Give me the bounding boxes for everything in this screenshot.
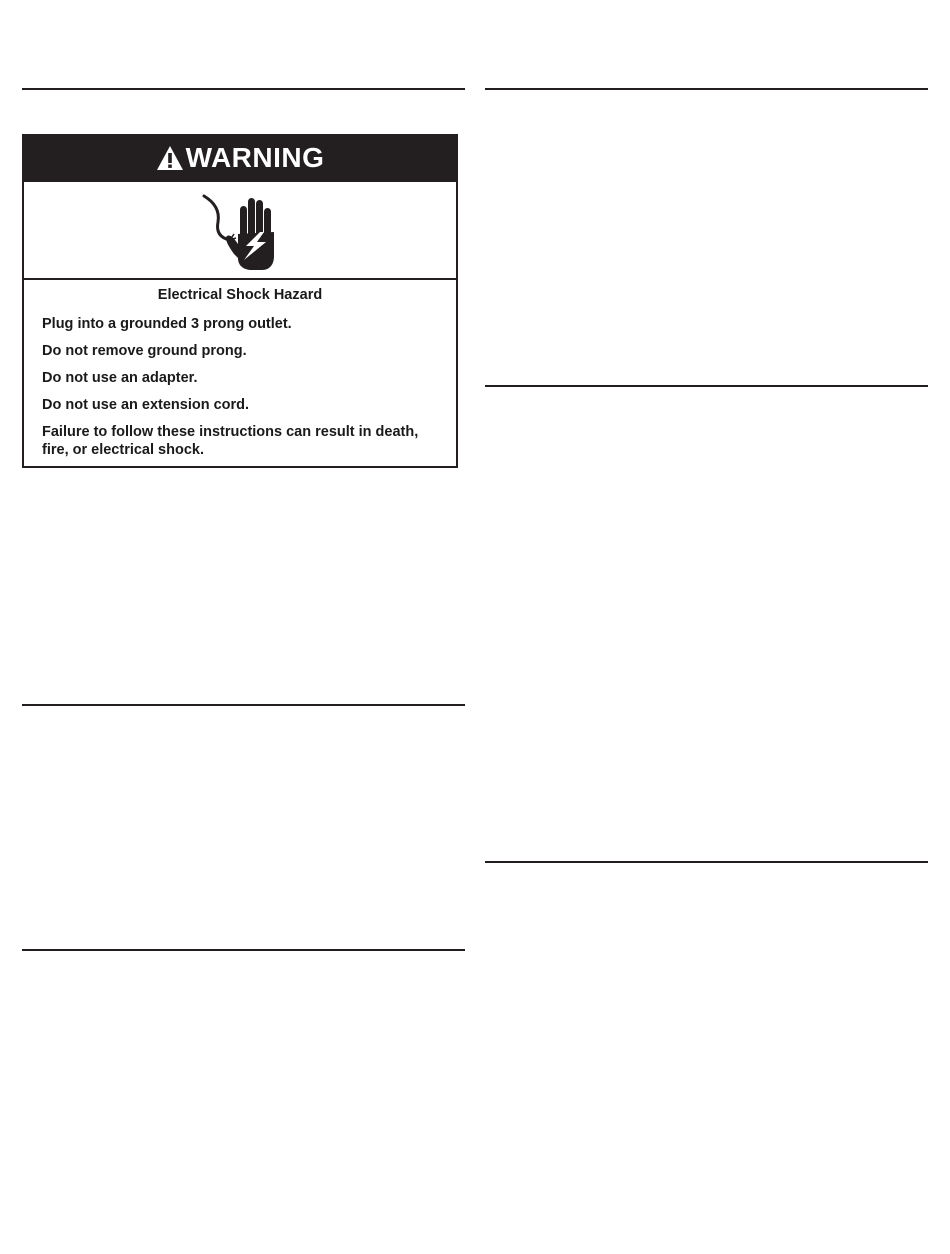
instruction-ground-prong: Do not remove ground prong. [42,343,247,359]
instruction-no-adapter: Do not use an adapter. [42,370,198,386]
hazard-title: Electrical Shock Hazard [157,287,323,303]
electrical-shock-hand-icon [200,188,280,272]
instruction-consequence: Failure to follow these instructions can result in death, fire, or electrical shock. [42,424,419,458]
warning-box [22,134,458,468]
message-panel [24,280,456,459]
section-divider-right-1 [485,88,928,90]
triangle-exclamation-icon [156,145,184,171]
section-divider-right-3 [485,861,928,863]
section-divider-left-1 [22,88,465,90]
section-divider-left-3 [22,949,465,951]
symbol-panel [24,182,456,280]
section-divider-right-2 [485,385,928,387]
section-divider-left-2 [22,704,465,706]
instruction-no-extension-cord: Do not use an extension cord. [42,397,250,413]
instruction-grounded-outlet: Plug into a grounded 3 prong outlet. [42,316,292,332]
warning-header [24,136,456,182]
signal-word: WARNING [185,142,325,173]
